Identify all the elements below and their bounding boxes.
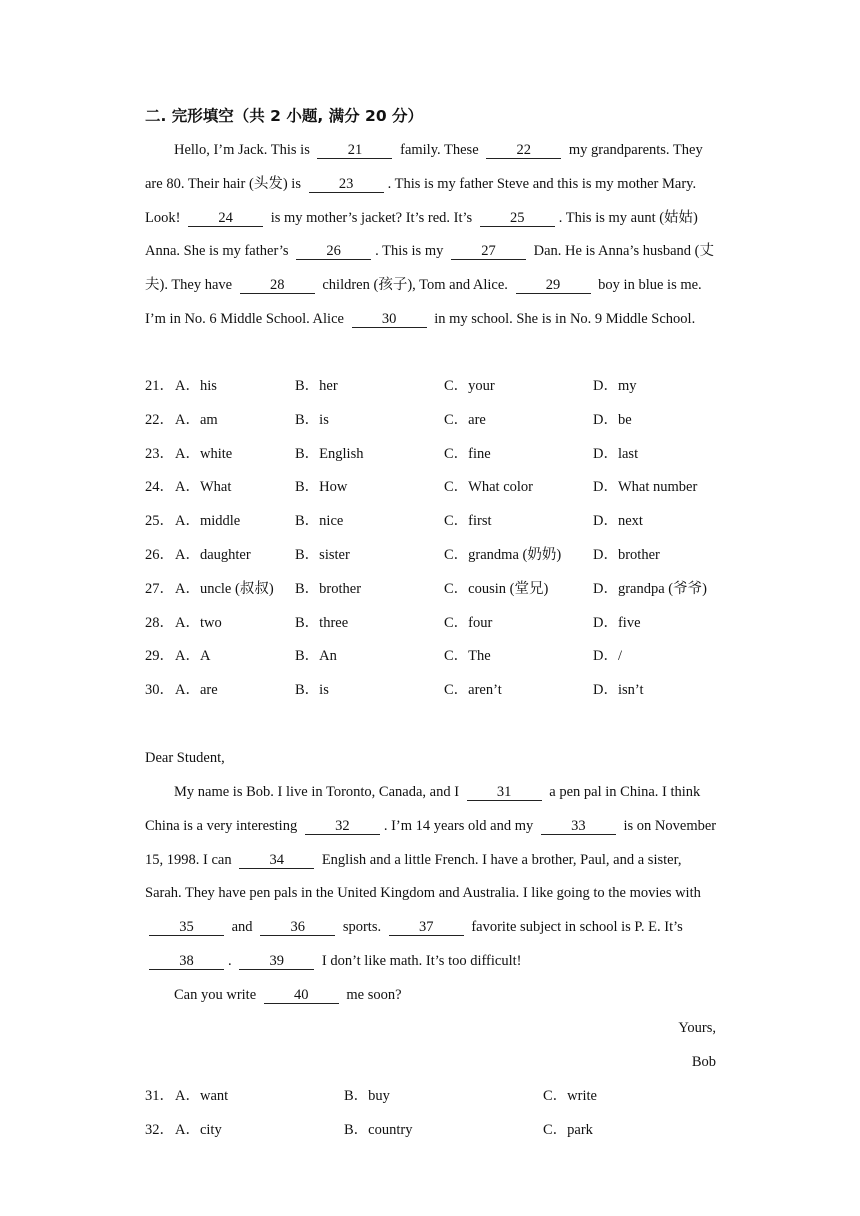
passage-text: . This is my father Steve and this is my mother Mary. Look! <box>145 175 697 226</box>
question-row <box>145 505 745 539</box>
question-number: 27． <box>145 580 174 597</box>
blank-38: 38 <box>149 954 224 970</box>
option-a: A．A <box>175 648 211 665</box>
option-b: B．sister <box>295 546 350 563</box>
passage-text: favorite subject in school is P. E. It’s <box>471 919 683 936</box>
option-c: C．The <box>444 648 491 665</box>
passage-text: my grandparents. They are 80. Their hair (头发) is <box>145 142 703 192</box>
option-b: B．country <box>344 1121 413 1138</box>
passage-text: in my school. She is in No. 9 Middle School. <box>434 310 696 327</box>
option-d: D．isn’t <box>593 682 644 699</box>
option-a: A．are <box>175 682 218 699</box>
passage-text: English and a little French. I have a brother, Paul, and a sister, Sarah. They have pen pals in the United Kingdom and Australia. I like going to the movies with <box>145 851 701 902</box>
question-number: 23． <box>145 445 174 462</box>
question-number: 24． <box>145 479 174 496</box>
option-d: D．last <box>593 445 639 462</box>
question-number: 29． <box>145 648 174 665</box>
passage-text: a pen pal in China. I think China is a very interesting <box>145 784 701 834</box>
option-c: C．cousin (堂兄) <box>444 580 549 597</box>
blank-24: 24 <box>188 211 263 227</box>
option-c: C．park <box>543 1121 593 1138</box>
option-a: A．middle <box>175 513 241 530</box>
blank-22: 22 <box>486 143 561 159</box>
option-a: A．two <box>175 614 222 631</box>
blank-32: 32 <box>305 819 380 835</box>
option-c: C．aren’t <box>444 682 502 699</box>
option-b: B．An <box>295 648 337 665</box>
question-row <box>145 640 745 674</box>
letter-signature: Bob <box>691 1054 716 1070</box>
option-b: B．is <box>295 682 329 699</box>
option-d: D．What number <box>593 479 698 496</box>
option-c: C．four <box>444 614 493 631</box>
blank-36: 36 <box>260 920 335 936</box>
question-row <box>145 471 745 505</box>
option-d: D．my <box>593 378 637 394</box>
passage-text: is on November 15, 1998. I can <box>145 817 717 868</box>
passage-text: My name is Bob. I live in Toronto, Canada, and I <box>174 784 460 800</box>
cloze-passage-1 <box>145 134 717 337</box>
passage-text: Dan. He is Anna’s husband (丈夫). They have <box>145 243 715 294</box>
option-c: C．your <box>444 378 495 394</box>
question-number: 22． <box>145 411 174 428</box>
option-a: A．am <box>175 411 218 428</box>
option-b: B．is <box>295 411 329 428</box>
passage-text: children (孩子), Tom and Alice. <box>322 277 508 294</box>
question-row <box>145 438 745 472</box>
option-a: A．want <box>175 1088 229 1104</box>
letter-greeting: Dear Student, <box>145 750 225 766</box>
blank-30: 30 <box>352 312 427 328</box>
option-d: D．next <box>593 513 643 530</box>
passage-text: . I’m 14 years old and my <box>383 817 534 834</box>
blank-26: 26 <box>296 244 371 260</box>
question-number: 25． <box>145 513 174 530</box>
question-number: 28． <box>145 614 174 631</box>
option-a: A．white <box>175 445 233 462</box>
blank-34: 34 <box>239 853 314 869</box>
option-b: B．English <box>295 445 364 462</box>
blank-28: 28 <box>240 278 315 294</box>
passage-text: . <box>228 952 232 969</box>
options-list-2 <box>145 1080 745 1148</box>
option-a: A．daughter <box>175 546 251 563</box>
letter-closing: Yours, <box>678 1020 716 1036</box>
passage-text: Can you write <box>174 986 257 1003</box>
blank-33: 33 <box>541 819 616 835</box>
passage-text: . This is my <box>375 243 444 260</box>
option-c: C．grandma (奶奶) <box>444 546 562 563</box>
passage-text: me soon? <box>346 986 402 1003</box>
option-d: D．grandpa (爷爷) <box>593 580 707 597</box>
question-number: 31． <box>145 1088 174 1104</box>
question-number: 32． <box>145 1121 174 1138</box>
question-row <box>145 539 745 573</box>
option-c: C．What color <box>444 479 533 496</box>
blank-27: 27 <box>451 244 526 260</box>
option-a: A．uncle (叔叔) <box>175 580 274 597</box>
blank-35: 35 <box>149 920 224 936</box>
option-c: C．first <box>444 513 492 530</box>
question-number: 30． <box>145 682 174 699</box>
blank-23: 23 <box>309 177 384 193</box>
option-d: D．brother <box>593 546 660 563</box>
option-b: B．brother <box>295 580 362 597</box>
blank-39: 39 <box>239 954 314 970</box>
passage-text: is my mother’s jacket? It’s red. It’s <box>270 209 473 226</box>
passage-text: I don’t like math. It’s too difficult! <box>321 952 522 969</box>
blank-25: 25 <box>480 211 555 227</box>
passage-text: boy in blue is me. I’m in No. 6 Middle School. Alice <box>145 277 702 327</box>
option-c: C．fine <box>444 445 491 462</box>
option-d: D．be <box>593 411 632 428</box>
blank-29: 29 <box>516 278 591 294</box>
question-row <box>145 674 745 708</box>
option-c: C．are <box>444 411 486 428</box>
question-row <box>145 573 745 607</box>
option-b: B．three <box>295 614 349 631</box>
passage-text: family. These <box>400 142 479 158</box>
options-list-1 <box>145 370 745 708</box>
cloze-passage-2 <box>145 776 717 1013</box>
option-b: B．nice <box>295 513 344 530</box>
question-row <box>145 1080 745 1114</box>
section-heading: 二. 完形填空（共 2 小题, 满分 20 分） <box>145 107 424 125</box>
option-b: B．her <box>295 378 338 394</box>
option-d: D．five <box>593 614 641 631</box>
option-b: B．buy <box>344 1088 390 1104</box>
passage-text: . This is my aunt (姑姑) Anna. She is my father’s <box>145 209 698 260</box>
option-d: D．/ <box>593 648 622 665</box>
blank-40: 40 <box>264 988 339 1004</box>
question-row <box>145 370 745 404</box>
option-a: A．his <box>175 378 217 394</box>
blank-37: 37 <box>389 920 464 936</box>
blank-21: 21 <box>317 143 392 159</box>
question-row <box>145 1114 745 1148</box>
option-c: C．write <box>543 1088 597 1104</box>
question-number: 21． <box>145 378 174 394</box>
passage-text: sports. <box>342 919 382 936</box>
question-row <box>145 404 745 438</box>
passage-text: Hello, I’m Jack. This is <box>174 142 310 158</box>
question-number: 26． <box>145 546 174 563</box>
option-a: A．What <box>175 479 232 496</box>
question-row <box>145 607 745 641</box>
blank-31: 31 <box>467 785 542 801</box>
option-a: A．city <box>175 1121 222 1138</box>
option-b: B．How <box>295 479 348 496</box>
passage-text: and <box>231 919 253 936</box>
